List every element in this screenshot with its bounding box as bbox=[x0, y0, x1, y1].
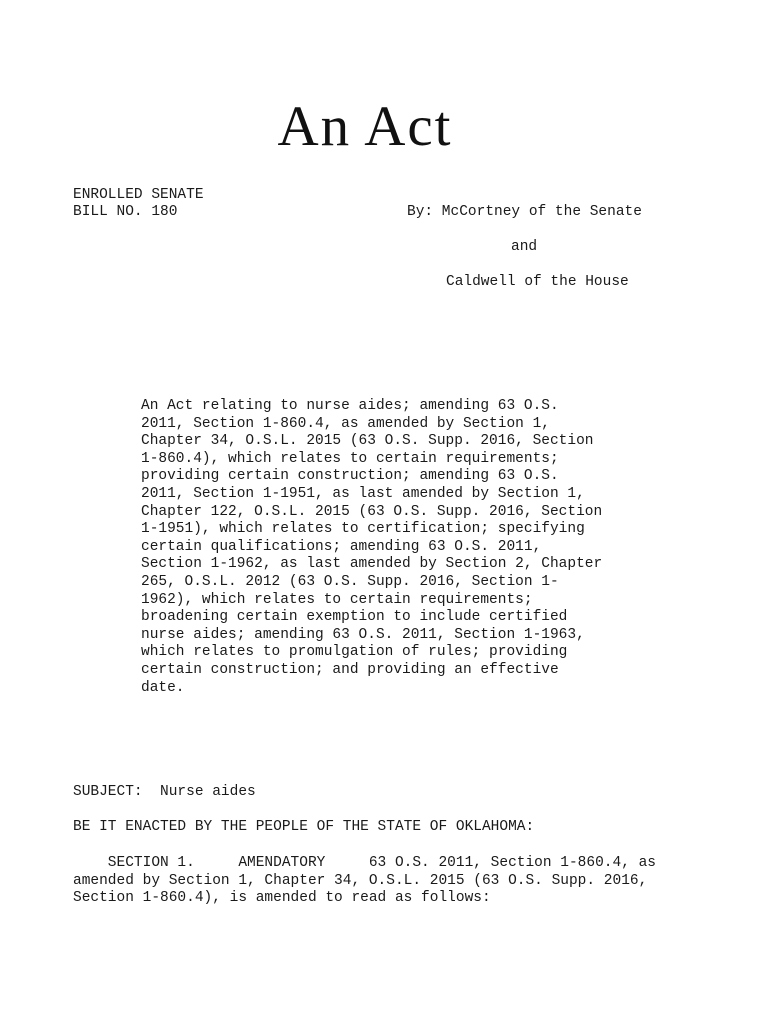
summary-line: broadening certain exemption to include certified bbox=[141, 609, 568, 626]
summary-line: 2011, Section 1-1951, as last amended by Section 1, bbox=[141, 485, 585, 502]
summary-line: providing certain construction; amending 63 O.S. bbox=[141, 468, 559, 485]
summary-line: certain construction; and providing an effective bbox=[141, 661, 559, 678]
summary-line: 1-1951), which relates to certification; specifying bbox=[141, 521, 585, 538]
section-line: amended by Section 1, Chapter 34, O.S.L. 2015 (63 O.S. Supp. 2016, bbox=[73, 872, 648, 889]
summary-line: date. bbox=[141, 679, 185, 696]
summary-line: Section 1-1962, as last amended by Section 2, Chapter bbox=[141, 556, 603, 573]
summary-line: which relates to promulgation of rules; providing bbox=[141, 644, 568, 661]
summary-line: Chapter 122, O.S.L. 2015 (63 O.S. Supp. 2016, Section bbox=[141, 503, 603, 520]
summary-line: 1962), which relates to certain requirements; bbox=[141, 591, 533, 608]
act-summary bbox=[141, 398, 641, 697]
document-title: An Act bbox=[277, 95, 453, 158]
summary-line: Chapter 34, O.S.L. 2015 (63 O.S. Supp. 2016, Section bbox=[141, 433, 594, 450]
subject-line: SUBJECT: Nurse aides bbox=[73, 784, 256, 800]
enacting-clause: BE IT ENACTED BY THE PEOPLE OF THE STATE OF OKLAHOMA: bbox=[73, 819, 535, 835]
summary-line: certain qualifications; amending 63 O.S. 2011, bbox=[141, 538, 542, 555]
summary-line: 1-860.4), which relates to certain requirements; bbox=[141, 450, 559, 467]
sponsor-house: Caldwell of the House bbox=[446, 274, 629, 290]
section-line: Section 1-860.4), is amended to read as follows: bbox=[73, 890, 491, 907]
sponsor-senate: By: McCortney of the Senate bbox=[407, 204, 642, 220]
sponsor-conjunction: and bbox=[511, 239, 538, 255]
section-1-heading bbox=[73, 855, 713, 908]
summary-line: 265, O.S.L. 2012 (63 O.S. Supp. 2016, Section 1- bbox=[141, 573, 559, 590]
summary-line: nurse aides; amending 63 O.S. 2011, Section 1-1963, bbox=[141, 626, 585, 643]
bill-label-line-1: ENROLLED SENATE bbox=[73, 187, 204, 203]
summary-line: An Act relating to nurse aides; amending 63 O.S. bbox=[141, 398, 559, 414]
bill-label-line-2: BILL NO. 180 bbox=[73, 204, 178, 220]
summary-line: 2011, Section 1-860.4, as amended by Section 1, bbox=[141, 415, 550, 432]
section-line: SECTION 1. AMENDATORY 63 O.S. 2011, Section 1-860.4, as bbox=[73, 855, 656, 871]
